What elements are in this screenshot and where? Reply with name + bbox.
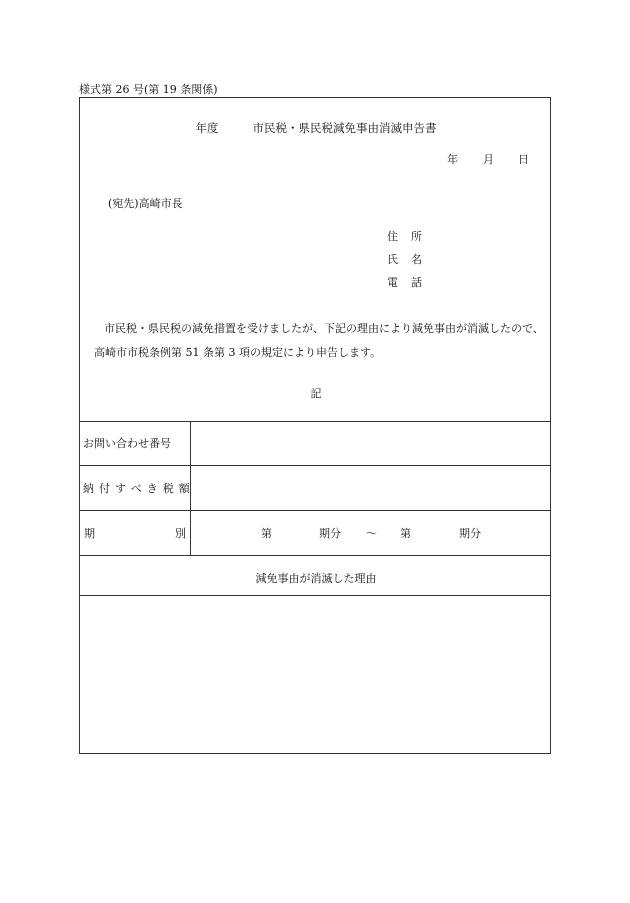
address-label-2: 所 [411, 230, 422, 243]
inquiry-number-field[interactable] [191, 422, 551, 465]
period-to-prefix: 第 [400, 527, 411, 540]
tax-due-field[interactable] [191, 466, 551, 510]
reason-header: 減免事由が消滅した理由 [255, 572, 377, 585]
period-to-field[interactable] [415, 518, 455, 546]
inquiry-number-label: お問い合わせ番号 [83, 437, 171, 450]
declaration-form [79, 97, 551, 754]
form-title [80, 120, 552, 136]
ki-label: 記 [310, 387, 322, 400]
period-label-left: 期 [84, 527, 95, 540]
date-year-label: 年 [447, 153, 458, 166]
period-to-suffix: 期分 [459, 527, 481, 540]
period-from-suffix: 期分 [319, 527, 341, 540]
address-label-1: 住 [387, 230, 398, 243]
name-label-1: 氏 [387, 253, 398, 266]
date-day-label: 日 [518, 153, 529, 166]
name-label-2: 名 [411, 253, 422, 266]
table-divider [80, 555, 550, 556]
period-label-right: 別 [175, 527, 186, 540]
period-from-prefix: 第 [261, 527, 272, 540]
phone-label-1: 電 [387, 276, 398, 289]
addressee: (宛先)高崎市長 [108, 197, 183, 210]
period-separator: 〜 [366, 527, 377, 540]
form-number-label: 様式第 26 号(第 19 条関係) [79, 83, 218, 96]
table-divider [80, 510, 550, 511]
date-month-label: 月 [483, 153, 494, 166]
declaration-text: 市民税・県民税の減免措置を受けましたが、下記の理由により減免事由が消滅したので、高崎市市税条例第 51 条第 3 項の規定により申告します。 [94, 322, 544, 359]
phone-label-2: 話 [411, 276, 422, 289]
reason-field[interactable] [81, 596, 551, 753]
title-year-prefix: 年度 [195, 121, 219, 135]
tax-due-label: 納付すべき税額 [83, 482, 195, 495]
title-main: 市民税・県民税減免事由消滅申告書 [252, 121, 437, 135]
period-from-field[interactable] [276, 518, 316, 546]
